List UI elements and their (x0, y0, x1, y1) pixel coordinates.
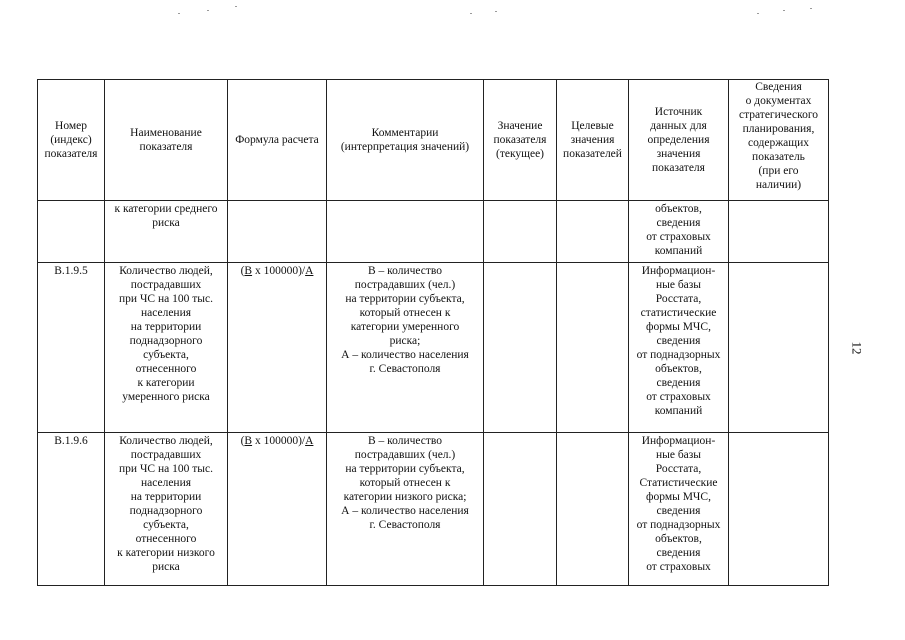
table-row (38, 433, 829, 586)
cell-target-value (557, 263, 629, 433)
cell-formula (228, 201, 327, 263)
cell-current-value (484, 201, 557, 263)
cell-strategic-docs (729, 201, 829, 263)
formula-var-a: А (305, 265, 314, 277)
cell-strategic-docs (729, 433, 829, 586)
cell-comment (327, 201, 484, 263)
cell-target-value (557, 433, 629, 586)
indicators-table (37, 79, 829, 586)
cell-index: В.1.9.6 (38, 433, 105, 586)
header-formula: Формула расчета (228, 80, 327, 201)
cell-strategic-docs (729, 263, 829, 433)
cell-formula: (В х 100000)/А (228, 263, 327, 433)
formula-var-b: В (244, 265, 253, 277)
cell-current-value (484, 433, 557, 586)
cell-index (38, 201, 105, 263)
cell-formula: (В х 100000)/А (228, 433, 327, 586)
cell-target-value (557, 201, 629, 263)
cell-name: к категории среднего риска (105, 201, 228, 263)
cell-comment: В – количество пострадавших (чел.) на территории субъекта, который отнесен к категории низкого риска; А – количество населения г. Севастополя (327, 433, 484, 586)
table-row (38, 263, 829, 433)
header-comment: Комментарии (интерпретация значений) (327, 80, 484, 201)
cell-comment: В – количество пострадавших (чел.) на территории субъекта, который отнесен к категории умеренного риска; А – количество населения г. Севастополя (327, 263, 484, 433)
table-header-row (38, 80, 829, 201)
header-index: Номер (индекс) показателя (38, 80, 105, 201)
page-number: 12 (849, 341, 865, 355)
cell-name: Количество людей, пострадавших при ЧС на 100 тыс. населения на территории поднадзорного субъекта, отнесенного к категории низкого риска (105, 433, 228, 586)
cell-data-source: Информацион- ные базы Росстата, Статистические формы МЧС, сведения от поднадзорных объектов, сведения от страховых (629, 433, 729, 586)
header-data-source: Источник данных для определения значения показателя (629, 80, 729, 201)
table-row-continuation (38, 201, 829, 263)
cell-index: В.1.9.5 (38, 263, 105, 433)
header-current-value: Значение показателя (текущее) (484, 80, 557, 201)
formula-var-b: В (244, 435, 253, 447)
formula-body: х 100000)/ (252, 265, 306, 277)
formula-body: х 100000)/ (252, 435, 306, 447)
header-name: Наименование показателя (105, 80, 228, 201)
cell-data-source: объектов, сведения от страховых компаний (629, 201, 729, 263)
formula-var-a: А (305, 435, 314, 447)
cell-name: Количество людей, пострадавших при ЧС на 100 тыс. населения на территории поднадзорного субъекта, отнесенного к категории умеренного риска (105, 263, 228, 433)
header-strategic-docs: Сведения о документах стратегического планирования, содержащих показатель (при его наличии) (729, 80, 829, 201)
cell-current-value (484, 263, 557, 433)
cell-data-source: Информацион- ные базы Росстата, статистические формы МЧС, сведения от поднадзорных объектов, сведения от страховых компаний (629, 263, 729, 433)
header-target-value: Целевые значения показателей (557, 80, 629, 201)
